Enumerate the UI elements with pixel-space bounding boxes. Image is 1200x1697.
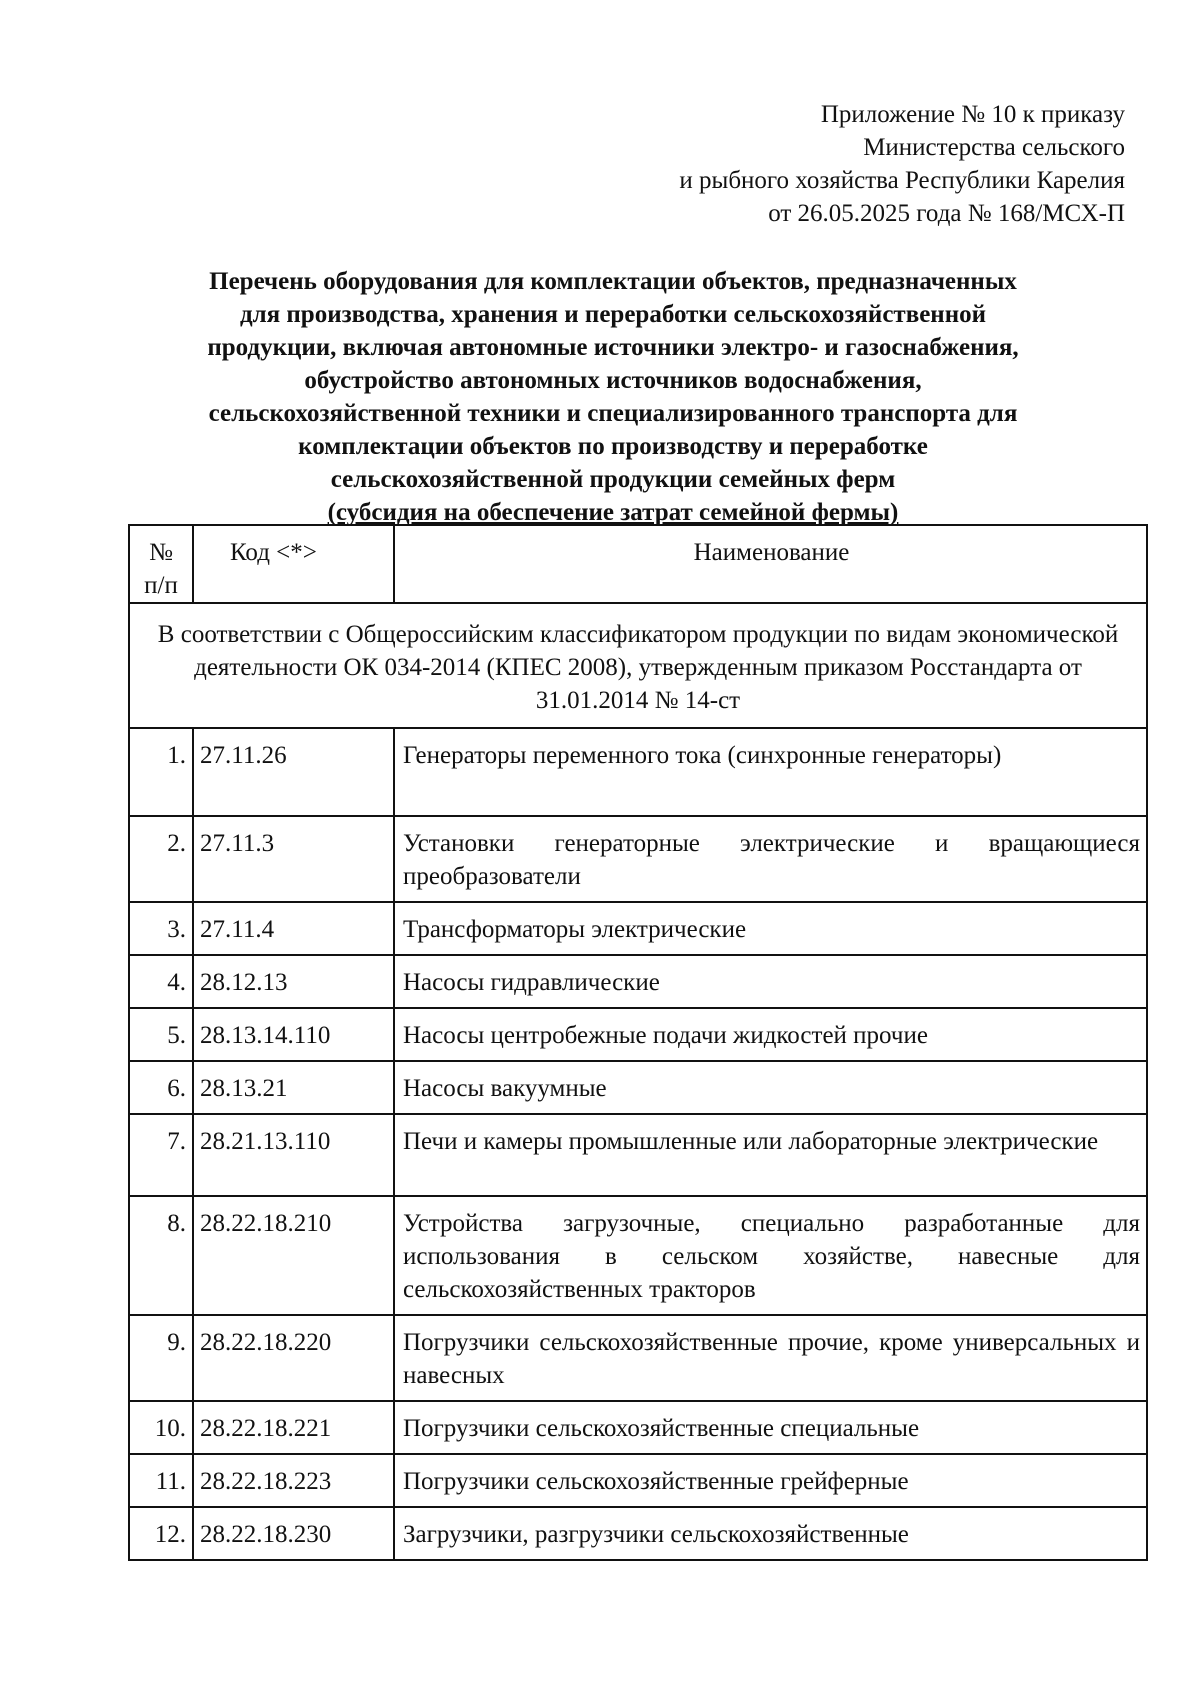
header-code: Код <*> [193, 525, 394, 603]
header-num-line1: № [149, 539, 173, 566]
header-num [129, 525, 193, 603]
title-line: Перечень оборудования для комплектации объектов, предназначенных [209, 268, 1017, 295]
row-code: 28.12.13 [193, 955, 394, 1008]
row-num: 8. [129, 1196, 193, 1315]
table-row [129, 1114, 1147, 1196]
row-name: Печи и камеры промышленные или лабораторные электрические [394, 1114, 1147, 1196]
row-name: Погрузчики сельскохозяйственные прочие, кроме универсальных и навесных [394, 1315, 1147, 1401]
table-row [129, 1061, 1147, 1114]
row-num: 9. [129, 1315, 193, 1401]
row-name: Устройства загрузочные, специально разработанные для использования в сельском хозяйстве, навесные для сельскохозяйственных тракторов [394, 1196, 1147, 1315]
row-name: Погрузчики сельскохозяйственные грейферные [394, 1454, 1147, 1507]
row-code: 27.11.26 [193, 728, 394, 816]
table-row [129, 1196, 1147, 1315]
title-line: продукции, включая автономные источники электро- и газоснабжения, [207, 334, 1019, 361]
row-num: 6. [129, 1061, 193, 1114]
row-code: 28.13.14.110 [193, 1008, 394, 1061]
document-title [128, 265, 1098, 529]
row-code: 28.22.18.230 [193, 1507, 394, 1560]
row-name: Генераторы переменного тока (синхронные генераторы) [394, 728, 1147, 816]
row-code: 28.22.18.223 [193, 1454, 394, 1507]
title-subsidy-note: (субсидия на обеспечение затрат семейной фермы) [327, 499, 899, 526]
table-row [129, 1507, 1147, 1560]
title-line: сельскохозяйственной продукции семейных ферм [330, 466, 896, 493]
classifier-note: В соответствии с Общероссийским классификатором продукции по видам экономической деятельности ОК 034-2014 (КПЕС 2008), утвержденным приказом Росстандарта от 31.01.2014 № 14-ст [129, 603, 1147, 728]
table-row [129, 1401, 1147, 1454]
header-line: Приложение № 10 к приказу [820, 101, 1125, 128]
table-row [129, 955, 1147, 1008]
table-header-row [129, 525, 1147, 603]
row-code: 28.22.18.221 [193, 1401, 394, 1454]
table-row [129, 816, 1147, 902]
row-name: Трансформаторы электрические [394, 902, 1147, 955]
header-line: Министерства сельского [863, 134, 1125, 161]
table-row [129, 728, 1147, 816]
row-name: Погрузчики сельскохозяйственные специальные [394, 1401, 1147, 1454]
table-row [129, 1315, 1147, 1401]
row-code: 27.11.3 [193, 816, 394, 902]
table-row [129, 1008, 1147, 1061]
table-row [129, 1454, 1147, 1507]
header-num-line2: п/п [144, 572, 178, 599]
row-num: 3. [129, 902, 193, 955]
row-num: 2. [129, 816, 193, 902]
title-line: сельскохозяйственной техники и специализированного транспорта для [208, 400, 1018, 427]
header-line: от 26.05.2025 года № 168/МСХ-П [768, 200, 1125, 227]
row-name: Загрузчики, разгрузчики сельскохозяйственные [394, 1507, 1147, 1560]
table-body [129, 603, 1147, 1560]
row-num: 10. [129, 1401, 193, 1454]
row-num: 7. [129, 1114, 193, 1196]
row-code: 28.21.13.110 [193, 1114, 394, 1196]
header-line: и рыбного хозяйства Республики Карелия [679, 167, 1125, 194]
title-line: обустройство автономных источников водоснабжения, [304, 367, 922, 394]
classifier-note-row [129, 603, 1147, 728]
table-row [129, 902, 1147, 955]
title-line: комплектации объектов по производству и переработке [298, 433, 928, 460]
row-num: 5. [129, 1008, 193, 1061]
row-code: 28.13.21 [193, 1061, 394, 1114]
row-code: 28.22.18.210 [193, 1196, 394, 1315]
row-name: Насосы гидравлические [394, 955, 1147, 1008]
row-num: 4. [129, 955, 193, 1008]
row-name: Насосы центробежные подачи жидкостей прочие [394, 1008, 1147, 1061]
title-line: для производства, хранения и переработки сельскохозяйственной [239, 301, 987, 328]
header-name: Наименование [394, 525, 1147, 603]
appendix-header [679, 98, 1125, 230]
row-code: 27.11.4 [193, 902, 394, 955]
equipment-table [128, 524, 1148, 1561]
row-num: 12. [129, 1507, 193, 1560]
row-num: 1. [129, 728, 193, 816]
row-name: Насосы вакуумные [394, 1061, 1147, 1114]
row-name: Установки генераторные электрические и вращающиеся преобразователи [394, 816, 1147, 902]
row-num: 11. [129, 1454, 193, 1507]
row-code: 28.22.18.220 [193, 1315, 394, 1401]
